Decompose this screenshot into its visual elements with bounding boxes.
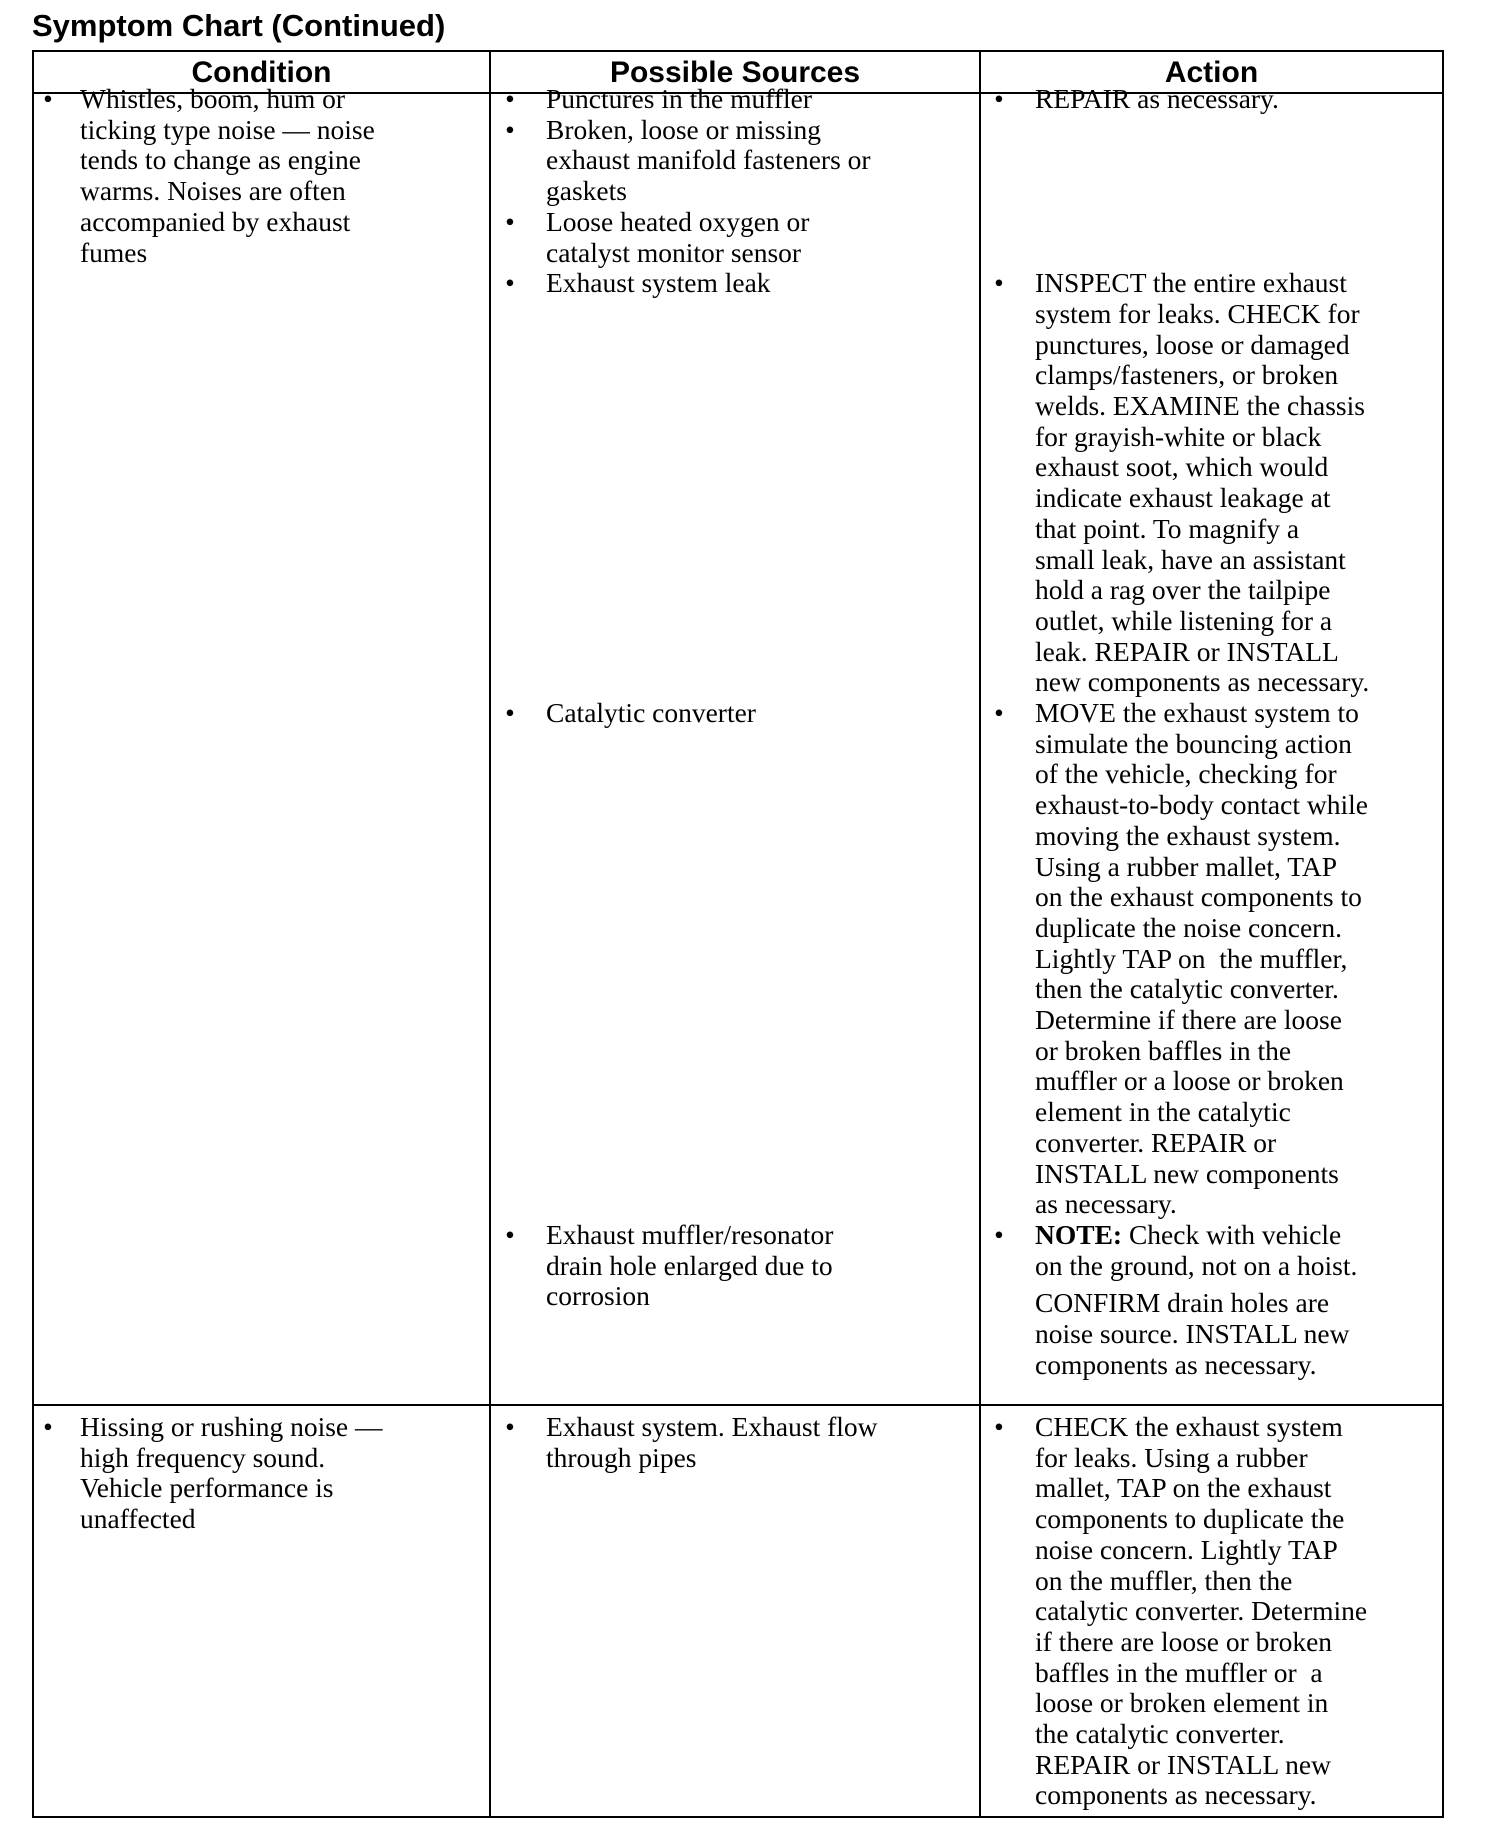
- source-item: [546, 1412, 878, 1473]
- condition-bullet: •: [43, 1411, 53, 1442]
- action-bullet: •: [994, 267, 1004, 299]
- text-line: Exhaust system. Exhaust flow: [546, 1411, 878, 1442]
- text-line: tends to change as engine: [80, 144, 362, 176]
- text-line: clamps/fasteners, or broken: [1035, 359, 1339, 391]
- text-line: exhaust manifold fasteners or: [546, 144, 871, 176]
- text-line: new components as necessary.: [1035, 666, 1370, 698]
- column-divider: [489, 52, 491, 1816]
- text-line: on the exhaust components to: [1035, 881, 1362, 913]
- action-bullet: •: [994, 697, 1004, 728]
- text-line: Loose heated oxygen or: [546, 205, 810, 237]
- text-line: noise concern. Lightly TAP: [1035, 1533, 1338, 1565]
- text-line: or broken baffles in the: [1035, 1034, 1292, 1066]
- text-line: INSPECT the entire exhaust: [1035, 267, 1347, 299]
- text-line: hold a rag over the tailpipe: [1035, 574, 1331, 606]
- text-line: leak. REPAIR or INSTALL: [1035, 635, 1339, 667]
- text-line: Exhaust muffler/resonator: [546, 1218, 834, 1250]
- text-line: exhaust-to-body contact while: [1035, 789, 1368, 821]
- source-bullet: •: [505, 113, 515, 145]
- text-line: on the muffler, then the: [1035, 1564, 1293, 1596]
- source-item: [546, 115, 871, 207]
- text-line: converter. REPAIR or: [1035, 1126, 1277, 1158]
- text-line: components as necessary.: [1035, 1779, 1317, 1811]
- note-line: [1035, 1220, 1357, 1251]
- action-item: [1035, 698, 1368, 1220]
- header-possible-sources: Possible Sources: [609, 56, 861, 89]
- text-line: duplicate the noise concern.: [1035, 911, 1342, 943]
- text-line: of the vehicle, checking for: [1035, 758, 1337, 790]
- header-condition: Condition: [191, 56, 332, 89]
- text-line: moving the exhaust system.: [1035, 819, 1341, 851]
- text-line: simulate the bouncing action: [1035, 727, 1352, 759]
- text-line: indicate exhaust leakage at: [1035, 482, 1331, 514]
- source-bullet: •: [505, 267, 515, 299]
- source-bullet: •: [505, 697, 515, 728]
- source-bullet: •: [505, 83, 515, 114]
- text-line: CHECK the exhaust system: [1035, 1411, 1343, 1442]
- action-item: [1035, 268, 1369, 698]
- text-line: outlet, while listening for a: [1035, 604, 1333, 636]
- note-item: [1035, 1220, 1357, 1381]
- text-line: Exhaust system leak: [546, 267, 771, 299]
- text-line: Hissing or rushing noise —: [80, 1411, 383, 1442]
- symptom-chart-table: [32, 50, 1444, 1818]
- note-label: NOTE:: [1035, 1218, 1123, 1250]
- text-line: punctures, loose or damaged: [1035, 328, 1350, 360]
- source-item: [546, 268, 771, 299]
- text-line: Broken, loose or missing: [546, 113, 821, 145]
- text-line: through pipes: [546, 1441, 697, 1473]
- note-confirm-line: CONFIRM drain holes are: [1035, 1287, 1330, 1319]
- text-line: MOVE the exhaust system to: [1035, 697, 1359, 728]
- text-line: INSTALL new components: [1035, 1157, 1339, 1189]
- text-line: catalytic converter. Determine: [1035, 1595, 1368, 1627]
- text-line: then the catalytic converter.: [1035, 973, 1339, 1005]
- text-line: Lightly TAP on the muffler,: [1035, 942, 1348, 974]
- action-item: [1035, 1412, 1367, 1811]
- text-line: exhaust soot, which would: [1035, 451, 1329, 483]
- source-item: [546, 1220, 833, 1312]
- action-bullet: •: [994, 1411, 1004, 1442]
- source-bullet: •: [505, 205, 515, 237]
- text-line: unaffected: [80, 1503, 196, 1535]
- condition-text: [80, 84, 375, 268]
- text-line: catalyst monitor sensor: [546, 236, 802, 268]
- note-confirm-line: components as necessary.: [1035, 1348, 1317, 1380]
- text-line: as necessary.: [1035, 1188, 1177, 1220]
- text-line: for grayish-white or black: [1035, 420, 1322, 452]
- text-line: system for leaks. CHECK for: [1035, 297, 1360, 329]
- text-line: loose or broken element in: [1035, 1687, 1329, 1719]
- source-bullet: •: [505, 1218, 515, 1250]
- note-confirm-line: noise source. INSTALL new: [1035, 1318, 1350, 1349]
- condition-text: [80, 1412, 383, 1535]
- source-item: [546, 84, 812, 115]
- text-line: mallet, TAP on the exhaust: [1035, 1472, 1332, 1504]
- text-line: REPAIR as necessary.: [1035, 83, 1279, 114]
- text-line: drain hole enlarged due to: [546, 1249, 833, 1281]
- text-line: corrosion: [546, 1280, 650, 1312]
- text-line: ticking type noise — noise: [80, 113, 375, 145]
- text-line: baffles in the muffler or a: [1035, 1656, 1323, 1688]
- text-line: small leak, have an assistant: [1035, 543, 1346, 575]
- text-line: components to duplicate the: [1035, 1503, 1345, 1535]
- text-line: for leaks. Using a rubber: [1035, 1441, 1308, 1473]
- text-line: gaskets: [546, 175, 627, 207]
- note-line: on the ground, not on a hoist.: [1035, 1249, 1358, 1281]
- text-line: muffler or a loose or broken: [1035, 1065, 1344, 1097]
- text-line: REPAIR or INSTALL new: [1035, 1748, 1331, 1780]
- source-item: [546, 698, 756, 729]
- note-text: Check with vehicle: [1122, 1218, 1342, 1250]
- page-title: Symptom Chart (Continued): [32, 8, 446, 43]
- text-line: fumes: [80, 236, 148, 268]
- action-bullet: •: [994, 83, 1004, 114]
- text-line: Whistles, boom, hum or: [80, 83, 346, 114]
- text-line: Using a rubber mallet, TAP: [1035, 850, 1338, 882]
- action-bullet: •: [994, 1218, 1004, 1250]
- source-bullet: •: [505, 1411, 515, 1442]
- text-line: Determine if there are loose: [1035, 1004, 1342, 1036]
- column-divider: [979, 52, 981, 1816]
- text-line: Catalytic converter: [546, 697, 756, 728]
- condition-bullet: •: [43, 83, 53, 114]
- header-action: Action: [1164, 56, 1259, 89]
- text-line: high frequency sound.: [80, 1441, 326, 1473]
- action-item: [1035, 84, 1279, 115]
- text-line: warms. Noises are often: [80, 175, 346, 207]
- source-item: [546, 207, 809, 268]
- text-line: Vehicle performance is: [80, 1472, 334, 1504]
- text-line: element in the catalytic: [1035, 1096, 1291, 1128]
- text-line: if there are loose or broken: [1035, 1625, 1333, 1657]
- text-line: accompanied by exhaust: [80, 205, 351, 237]
- row-divider: [34, 1404, 1442, 1406]
- text-line: Punctures in the muffler: [546, 83, 813, 114]
- text-line: the catalytic converter.: [1035, 1718, 1285, 1750]
- text-line: welds. EXAMINE the chassis: [1035, 390, 1365, 421]
- text-line: that point. To magnify a: [1035, 512, 1300, 544]
